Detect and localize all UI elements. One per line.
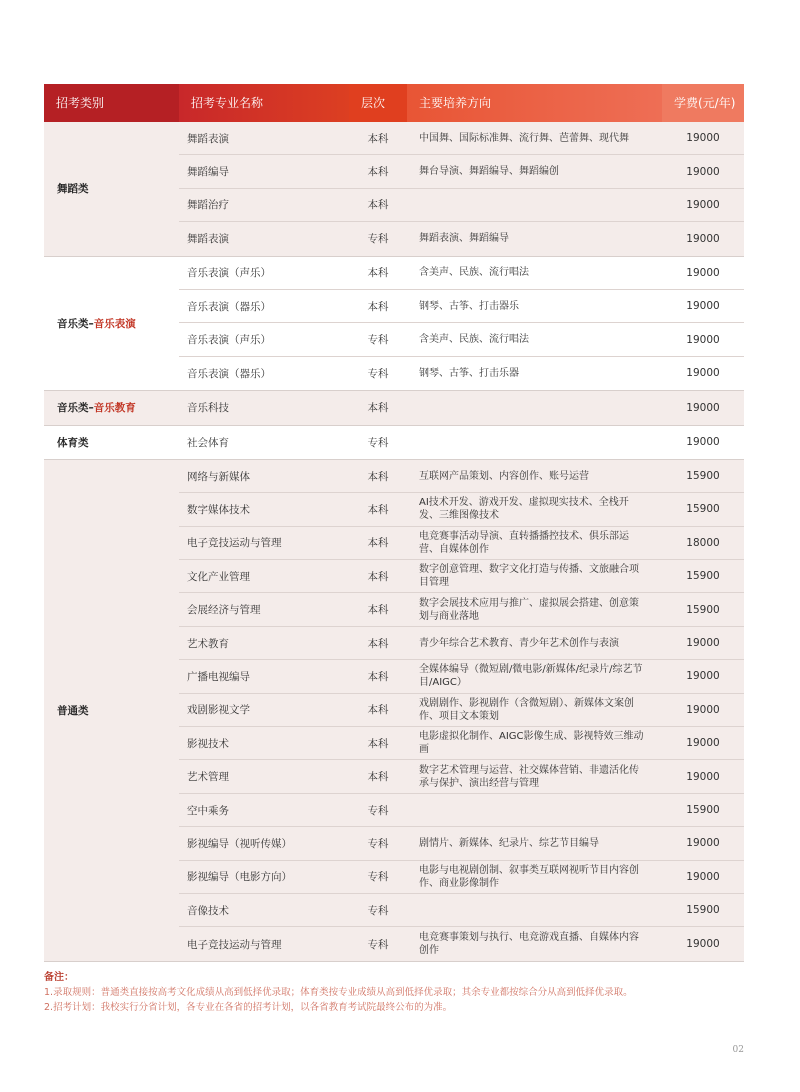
direction-cell: 钢琴、古筝、打击乐器 <box>419 367 519 379</box>
fee-cell: 19000 <box>686 703 720 716</box>
level-cell: 专科 <box>367 904 389 917</box>
direction-cell <box>407 391 662 424</box>
major-cell: 数字媒体技术 <box>187 503 250 516</box>
fee-cell: 18000 <box>686 536 720 549</box>
direction-cell: 电竞赛事策划与执行、电竞游戏直播、自媒体内容创作 <box>419 932 639 957</box>
table-row <box>179 323 744 356</box>
level-cell: 专科 <box>367 938 389 951</box>
major-cell: 音乐表演（器乐） <box>187 300 271 313</box>
table-row <box>179 257 744 290</box>
direction-cell: 青少年综合艺术教育、青少年艺术创作与表演 <box>419 637 619 649</box>
table-row <box>179 694 744 727</box>
major-cell: 艺术管理 <box>187 771 229 784</box>
table-row <box>179 794 744 827</box>
fee-cell: 19000 <box>686 770 720 783</box>
level-cell: 本科 <box>367 470 389 483</box>
table-body <box>44 122 744 962</box>
direction-cell: 电影与电视剧创制、叙事类互联网视听节目内容创作、商业影像制作 <box>419 864 639 889</box>
table-row <box>179 460 744 493</box>
fee-cell: 19000 <box>686 737 720 750</box>
major-cell: 舞蹈表演 <box>187 132 229 145</box>
header-major: 招考专业名称 <box>179 84 349 122</box>
table-row <box>179 290 744 323</box>
fee-cell: 19000 <box>686 401 720 414</box>
level-cell: 本科 <box>367 503 389 516</box>
category-group <box>44 257 744 392</box>
admissions-table <box>44 84 744 962</box>
notes <box>44 970 764 1015</box>
direction-cell: 舞蹈表演、舞蹈编导 <box>419 233 509 245</box>
major-cell: 舞蹈表演 <box>187 233 229 246</box>
category-group <box>44 426 744 460</box>
header-direction: 主要培养方向 <box>407 84 662 122</box>
table-row <box>179 527 744 560</box>
fee-cell: 19000 <box>686 837 720 850</box>
fee-cell: 15900 <box>686 804 720 816</box>
level-cell: 本科 <box>367 771 389 784</box>
level-cell: 专科 <box>367 837 389 850</box>
level-cell: 本科 <box>367 537 389 550</box>
table-row <box>179 861 744 894</box>
fee-cell: 19000 <box>686 870 720 883</box>
level-cell: 本科 <box>367 300 389 313</box>
category-label <box>44 122 179 256</box>
major-cell: 音乐表演（声乐） <box>187 334 271 347</box>
table-row <box>179 189 744 222</box>
table-row <box>179 560 744 593</box>
level-cell: 本科 <box>367 737 389 750</box>
page-number: 02 <box>732 1045 744 1055</box>
direction-cell: 数字会展技术应用与推广、虚拟展会搭建、创意策划与商业落地 <box>419 597 639 622</box>
header-category: 招考类别 <box>44 84 179 122</box>
note-plan: 2.招考计划：我校实行分省计划，各专业在各省的招考计划，以各省教育考试院最终公布的为准。 <box>44 1002 453 1013</box>
fee-cell: 19000 <box>686 333 720 346</box>
direction-cell: 戏剧剧作、影视剧作（含微短剧）、新媒体文案创作、项目文本策划 <box>419 697 634 722</box>
table-row <box>179 122 744 155</box>
level-cell: 专科 <box>367 804 389 817</box>
major-cell: 影视编导（视听传媒） <box>187 837 292 850</box>
direction-cell: AI技术开发、游戏开发、虚拟现实技术、全栈开发、三维图像技术 <box>419 497 629 522</box>
major-cell: 影视技术 <box>187 737 229 750</box>
direction-cell <box>407 794 662 826</box>
major-cell: 音乐表演（声乐） <box>187 267 271 280</box>
category-label <box>44 460 179 961</box>
major-cell: 社会体育 <box>187 436 229 449</box>
level-cell: 本科 <box>367 166 389 179</box>
fee-cell: 15900 <box>686 470 720 483</box>
direction-cell: 数字艺术管理与运营、社交媒体营销、非遗活化传承与保护、演出经营与管理 <box>419 764 639 789</box>
fee-cell: 15900 <box>686 904 720 917</box>
table-row <box>179 493 744 526</box>
table-row <box>179 660 744 693</box>
direction-cell: 中国舞、国际标准舞、流行舞、芭蕾舞、现代舞 <box>419 132 629 144</box>
level-cell: 本科 <box>367 402 389 415</box>
fee-cell: 15900 <box>686 503 720 516</box>
level-cell: 本科 <box>367 199 389 212</box>
major-cell: 电子竞技运动与管理 <box>187 938 282 951</box>
direction-cell: 电竞赛事活动导演、直转播播控技术、俱乐部运营、自媒体创作 <box>419 530 629 555</box>
direction-cell: 含美声、民族、流行唱法 <box>419 267 529 279</box>
level-cell: 本科 <box>367 670 389 683</box>
category-name: 音乐类– <box>57 317 94 330</box>
category-group <box>44 122 744 257</box>
fee-cell: 15900 <box>686 603 720 616</box>
direction-cell: 舞台导演、舞蹈编导、舞蹈编创 <box>419 166 559 178</box>
fee-cell: 15900 <box>686 570 720 583</box>
major-cell: 文化产业管理 <box>187 570 250 583</box>
category-name: 舞蹈类 <box>57 183 89 196</box>
table-row <box>179 827 744 860</box>
table-row <box>179 894 744 927</box>
category-subname: 音乐表演 <box>93 317 136 330</box>
level-cell: 专科 <box>367 334 389 347</box>
fee-cell: 19000 <box>686 670 720 683</box>
category-label <box>44 257 179 391</box>
fee-cell: 19000 <box>686 637 720 650</box>
direction-cell: 钢琴、古筝、打击器乐 <box>419 300 519 312</box>
table-row <box>179 426 744 459</box>
direction-cell <box>407 426 662 459</box>
level-cell: 专科 <box>367 367 389 380</box>
fee-cell: 19000 <box>686 198 720 211</box>
table-row <box>179 593 744 626</box>
table-header <box>44 84 744 122</box>
table-row <box>179 727 744 760</box>
header-level: 层次 <box>349 84 407 122</box>
fee-cell: 19000 <box>686 300 720 313</box>
direction-cell: 电影虚拟化制作、AIGC影像生成、影视特效三维动画 <box>419 731 644 756</box>
major-cell: 网络与新媒体 <box>187 470 250 483</box>
category-label <box>44 391 179 424</box>
table-row <box>179 391 744 424</box>
table-row <box>179 927 744 960</box>
fee-cell: 19000 <box>686 132 720 145</box>
level-cell: 本科 <box>367 132 389 145</box>
notes-title: 备注： <box>44 972 74 983</box>
category-group <box>44 460 744 962</box>
major-cell: 音像技术 <box>187 904 229 917</box>
major-cell: 艺术教育 <box>187 637 229 650</box>
header-fee: 学费(元/年) <box>662 84 744 122</box>
level-cell: 本科 <box>367 604 389 617</box>
fee-cell: 19000 <box>686 232 720 245</box>
major-cell: 音乐科技 <box>187 402 229 415</box>
fee-cell: 19000 <box>686 367 720 380</box>
fee-cell: 19000 <box>686 266 720 279</box>
major-cell: 广播电视编导 <box>187 670 250 683</box>
direction-cell: 数字创意管理、数字文化打造与传播、文旅融合项目管理 <box>419 564 639 589</box>
level-cell: 专科 <box>367 436 389 449</box>
direction-cell <box>407 894 662 926</box>
level-cell: 本科 <box>367 267 389 280</box>
category-group <box>44 391 744 425</box>
category-name: 普通类 <box>57 704 89 717</box>
table-row <box>179 627 744 660</box>
table-row <box>179 357 744 390</box>
category-name: 体育类 <box>57 436 89 449</box>
direction-cell: 剧情片、新媒体、纪录片、综艺节目编导 <box>419 837 599 849</box>
major-cell: 电子竞技运动与管理 <box>187 537 282 550</box>
fee-cell: 19000 <box>686 165 720 178</box>
major-cell: 空中乘务 <box>187 804 229 817</box>
major-cell: 影视编导（电影方向） <box>187 871 292 884</box>
major-cell: 音乐表演（器乐） <box>187 367 271 380</box>
major-cell: 戏剧影视文学 <box>187 704 250 717</box>
table-row <box>179 155 744 188</box>
major-cell: 会展经济与管理 <box>187 604 261 617</box>
table-row <box>179 760 744 793</box>
direction-cell: 互联网产品策划、内容创作、账号运营 <box>419 470 589 482</box>
table-row <box>179 222 744 255</box>
level-cell: 本科 <box>367 570 389 583</box>
direction-cell <box>407 189 662 221</box>
category-name: 音乐类– <box>57 402 94 415</box>
level-cell: 本科 <box>367 704 389 717</box>
major-cell: 舞蹈治疗 <box>187 199 229 212</box>
direction-cell: 全媒体编导（微短剧/微电影/新媒体/纪录片/综艺节目/AIGC） <box>419 664 643 689</box>
level-cell: 专科 <box>367 871 389 884</box>
major-cell: 舞蹈编导 <box>187 166 229 179</box>
category-label <box>44 426 179 459</box>
level-cell: 专科 <box>367 233 389 246</box>
direction-cell: 含美声、民族、流行唱法 <box>419 334 529 346</box>
note-rule: 1.录取规则：普通类直接按高考文化成绩从高到低择优录取；体育类按专业成绩从高到低择优录取；其余专业都按综合分从高到低择优录取。 <box>44 987 633 998</box>
fee-cell: 19000 <box>686 436 720 449</box>
fee-cell: 19000 <box>686 938 720 951</box>
level-cell: 本科 <box>367 637 389 650</box>
category-subname: 音乐教育 <box>93 402 136 415</box>
